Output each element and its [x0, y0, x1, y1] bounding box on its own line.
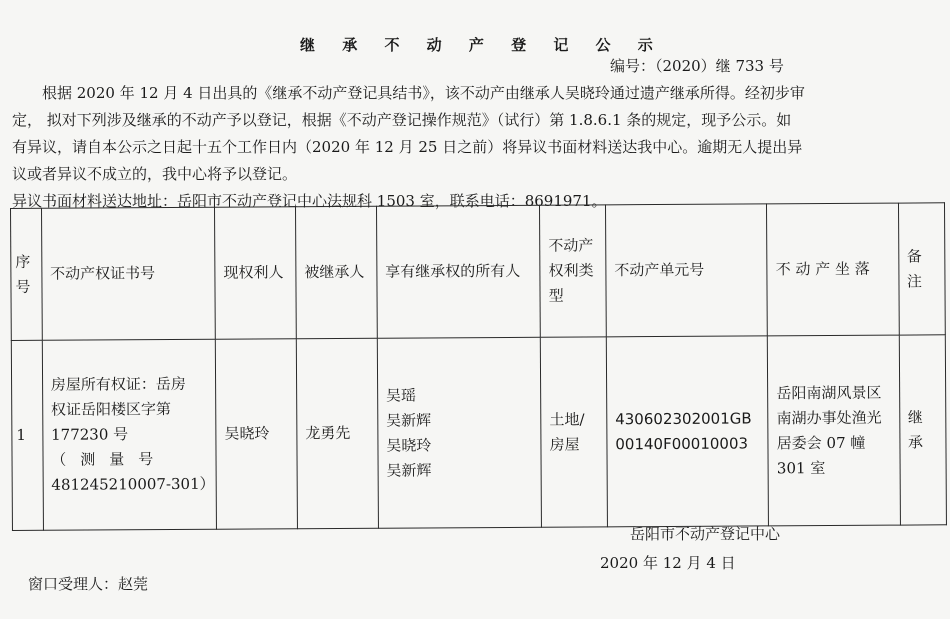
heir-name: 吴瑶 [385, 386, 417, 405]
body-line-2: 定， 拟对下列涉及继承的不动产予以登记，根据《不动产登记操作规范》（试行）第 1.8.6.1 条的规定，现予公示。如 [12, 111, 792, 129]
cell-type: 土地/房屋 [540, 337, 607, 527]
header-decedent: 被继承人 [295, 206, 377, 338]
window-clerk: 窗口受理人：赵莞 [28, 575, 149, 593]
objection-address: 异议书面材料送达地址：岳阳市不动产登记中心法规科 1503 室，联系电话：8691971。 [12, 192, 607, 210]
cert-line-1: 房屋所有权证：岳房 [50, 374, 186, 394]
cell-owner: 吴晓玲 [215, 339, 297, 529]
heir-name: 吴新辉 [386, 410, 432, 430]
cell-location: 岳阳南湖风景区南湖办事处渔光居委会 07 幢 301 室 [768, 335, 900, 526]
header-owner: 现权利人 [215, 207, 297, 339]
cert-line-5: 481245210007-301） [51, 474, 215, 494]
header-location: 不 动 产 坐 落 [767, 203, 899, 336]
document-number: 编号：（2020）继 733 号 [610, 57, 784, 75]
header-seq: 序号 [11, 208, 43, 340]
body-line-3: 有异议，请自本公示之日起十五个工作日内（2020 年 12 月 25 日之前）将异议书面材料送达我中心。逾期无人提出异 [12, 138, 803, 156]
header-type: 不动产权利类型 [540, 205, 607, 337]
heir-name: 吴新辉 [386, 460, 432, 480]
issue-date: 2020 年 12 月 4 日 [600, 554, 736, 572]
cell-note: 继承 [899, 335, 947, 525]
cell-seq: 1 [11, 340, 43, 530]
header-note: 备注 [898, 203, 945, 335]
header-heirs: 享有继承权的所有人 [376, 205, 540, 338]
notice-body [12, 80, 912, 188]
cell-cert [42, 339, 217, 530]
cell-decedent: 龙勇先 [296, 338, 378, 528]
body-line-4: 议或者异议不成立的，我中心将予以登记。 [12, 165, 298, 183]
header-unit: 不动产单元号 [605, 204, 767, 337]
cert-line-3: 177230 号 [51, 425, 129, 444]
table-row [11, 335, 946, 531]
header-cert: 不动产权证书号 [41, 207, 215, 340]
body-line-1: 根据 2020 年 12 月 4 日出具的《继承不动产登记具结书》，该不动产由继承人吴晓玲通过遗产继承所得。经初步审 [42, 84, 805, 102]
cert-line-2: 权证岳阳楼区字第 [50, 400, 172, 419]
cell-heirs [377, 337, 541, 528]
cell-unit: 430602302001GB00140F00010003 [606, 336, 769, 527]
issuer-name: 岳阳市不动产登记中心 [630, 525, 781, 543]
table-header-row [11, 203, 946, 341]
heir-name: 吴晓玲 [386, 435, 432, 455]
registration-table [10, 202, 947, 531]
cert-line-4: （测量号 [51, 450, 168, 469]
page-title: 继 承 不 动 产 登 记 公 示 [300, 36, 664, 54]
